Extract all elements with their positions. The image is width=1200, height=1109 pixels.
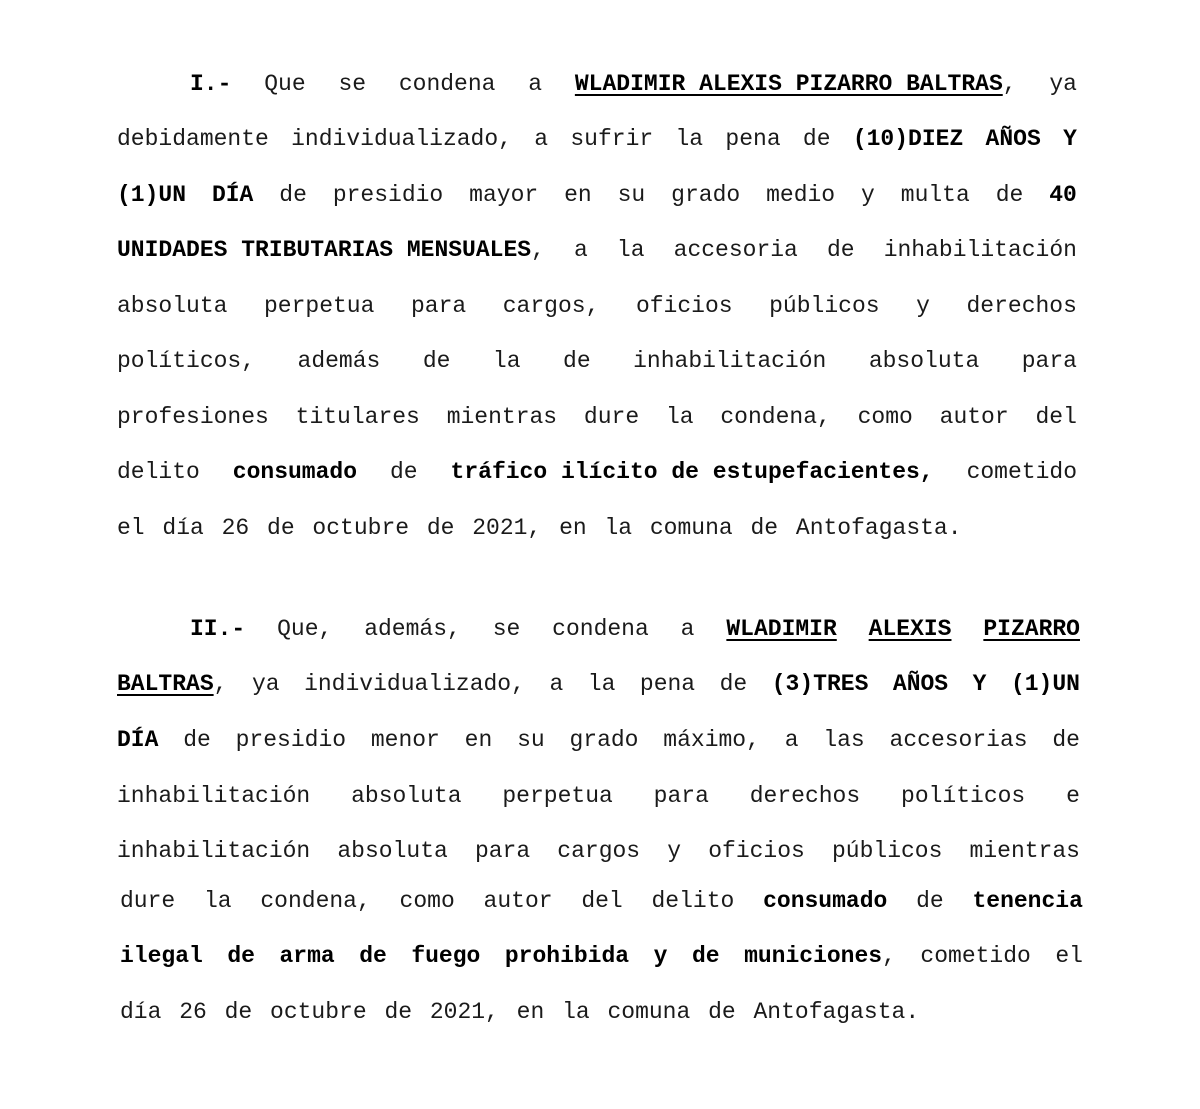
text-run: la xyxy=(665,404,694,430)
text-run: su xyxy=(617,182,646,208)
text-run: profesiones xyxy=(117,404,269,430)
bold-text: consumado xyxy=(232,459,358,485)
bold-text: DÍA xyxy=(117,727,159,753)
word xyxy=(869,609,952,649)
word xyxy=(726,609,836,649)
word xyxy=(584,397,639,437)
bold-text: de xyxy=(691,943,720,969)
bold-text: WLADIMIR xyxy=(726,616,837,642)
word xyxy=(296,397,420,437)
bold-text: (1)UN xyxy=(117,182,187,208)
word xyxy=(338,64,366,104)
word xyxy=(676,119,704,159)
word xyxy=(725,119,780,159)
word xyxy=(996,175,1024,215)
word xyxy=(117,452,200,492)
text-run: a xyxy=(574,237,588,263)
text-run: de xyxy=(802,126,831,152)
text-run: además, xyxy=(364,616,461,642)
word xyxy=(1035,397,1076,437)
text-run: a xyxy=(534,126,549,152)
word xyxy=(967,452,1077,492)
text-run: mientras xyxy=(969,838,1080,864)
word xyxy=(411,936,480,976)
text-run: para xyxy=(653,783,709,809)
word xyxy=(972,881,1082,921)
word xyxy=(692,936,720,976)
text-run: mayor xyxy=(469,182,539,208)
word xyxy=(940,397,1009,437)
text-run: de xyxy=(279,182,307,208)
word xyxy=(423,341,451,381)
text-line xyxy=(120,992,1083,1032)
text-line xyxy=(117,720,1080,760)
word xyxy=(674,230,798,270)
text-run: e xyxy=(1066,783,1080,809)
word xyxy=(120,992,919,1032)
text-run: mientras xyxy=(446,404,558,430)
word xyxy=(916,286,930,326)
word xyxy=(333,175,443,215)
word xyxy=(359,936,387,976)
text-line xyxy=(117,119,1077,159)
word xyxy=(901,776,1025,816)
bold-text: BALTRAS xyxy=(117,671,214,697)
text-run: absoluta xyxy=(351,783,462,809)
word xyxy=(681,609,695,649)
text-run: máximo, xyxy=(663,727,760,753)
word xyxy=(772,664,869,704)
text-run: inhabilitación xyxy=(117,838,311,864)
word xyxy=(575,64,1017,104)
text-run: absoluta xyxy=(337,838,448,864)
word xyxy=(569,720,638,760)
word xyxy=(744,936,896,976)
bold-text: I.- xyxy=(190,71,232,97)
text-run: de xyxy=(719,671,748,697)
text-run: oficios xyxy=(708,838,805,864)
text-run: públicos xyxy=(769,293,880,319)
text-run: presidio xyxy=(235,727,347,753)
text-run: del xyxy=(1035,404,1077,430)
word xyxy=(117,508,962,548)
word xyxy=(1052,720,1080,760)
word xyxy=(666,397,694,437)
word xyxy=(475,831,530,871)
text-run: inhabilitación xyxy=(633,348,827,374)
word xyxy=(117,397,269,437)
bold-text: DÍA xyxy=(211,182,254,208)
word xyxy=(557,831,640,871)
text-run: cargos, xyxy=(502,293,600,319)
word xyxy=(528,64,542,104)
text-run: absoluta xyxy=(868,348,980,374)
word xyxy=(291,119,512,159)
word xyxy=(763,881,887,921)
word xyxy=(503,286,600,326)
word xyxy=(1066,776,1080,816)
bold-text: y xyxy=(653,943,668,969)
bold-text: municiones xyxy=(744,943,883,969)
word xyxy=(364,609,461,649)
text-run: individualizado, xyxy=(291,126,512,152)
word xyxy=(117,286,227,326)
bold-text: (3)TRES xyxy=(771,671,869,697)
text-run: a xyxy=(528,71,543,97)
text-run: menor xyxy=(370,727,440,753)
word xyxy=(493,341,521,381)
word xyxy=(884,230,1077,270)
text-run: y xyxy=(667,838,682,864)
word xyxy=(858,397,913,437)
word xyxy=(371,720,440,760)
word xyxy=(390,452,418,492)
word xyxy=(190,609,245,649)
text-run: la xyxy=(203,888,232,914)
text-run: autor xyxy=(483,888,553,914)
word xyxy=(640,664,695,704)
word xyxy=(720,397,830,437)
text-run: presidio xyxy=(332,182,444,208)
text-run: se xyxy=(492,616,521,642)
word xyxy=(236,720,346,760)
text-run: para xyxy=(1021,348,1077,374)
word xyxy=(117,341,255,381)
text-run: accesoria xyxy=(673,237,798,263)
word xyxy=(549,664,563,704)
text-run: ya xyxy=(251,671,280,697)
text-run: para xyxy=(474,838,531,864)
bold-text: prohibida xyxy=(504,943,630,969)
text-run: Que xyxy=(264,71,306,97)
text-run: de xyxy=(995,182,1024,208)
bold-text: fuego xyxy=(411,943,481,969)
text-run: oficios xyxy=(635,293,733,319)
bold-text: tenencia xyxy=(972,888,1083,914)
text-line xyxy=(117,397,1077,437)
bold-text: ALEXIS xyxy=(868,616,952,642)
text-run: la xyxy=(492,348,521,374)
bold-text: de xyxy=(359,943,387,969)
word xyxy=(663,720,760,760)
word xyxy=(277,609,332,649)
word xyxy=(823,720,864,760)
word xyxy=(233,452,357,492)
text-run: condena, xyxy=(260,888,371,914)
word xyxy=(252,664,280,704)
text-line xyxy=(117,664,1080,704)
word xyxy=(654,776,709,816)
word xyxy=(581,881,622,921)
word xyxy=(400,881,455,921)
text-run: políticos xyxy=(901,783,1026,809)
text-run: derechos xyxy=(749,783,861,809)
text-run: y xyxy=(861,182,875,208)
text-run: en xyxy=(464,727,493,753)
bold-text: UNIDADES TRIBUTARIAS MENSUALES xyxy=(117,237,532,263)
word xyxy=(505,936,629,976)
word xyxy=(916,881,944,921)
text-run: el xyxy=(1055,943,1083,969)
word xyxy=(227,936,255,976)
text-run: grado xyxy=(569,727,639,753)
text-run: la xyxy=(616,237,645,263)
text-run: accesorias xyxy=(889,727,1028,753)
word xyxy=(411,286,466,326)
word xyxy=(869,341,979,381)
word xyxy=(970,831,1080,871)
word xyxy=(298,341,381,381)
word xyxy=(803,119,831,159)
word xyxy=(617,230,645,270)
word xyxy=(469,175,538,215)
text-run: de xyxy=(826,237,855,263)
word xyxy=(853,119,963,159)
word xyxy=(750,776,860,816)
word xyxy=(552,609,649,649)
text-run: , xyxy=(882,943,896,969)
word xyxy=(337,831,447,871)
text-line xyxy=(117,831,1080,871)
text-run: para xyxy=(410,293,467,319)
text-run: sufrir xyxy=(570,126,654,152)
bold-text: arma xyxy=(279,943,335,969)
bold-text: AÑOS xyxy=(892,671,949,697)
text-run: dure xyxy=(120,888,176,914)
word xyxy=(983,609,1080,649)
word xyxy=(636,286,733,326)
word xyxy=(117,230,545,270)
word xyxy=(204,881,232,921)
word xyxy=(117,720,158,760)
word xyxy=(890,720,1028,760)
text-line xyxy=(117,286,1077,326)
word xyxy=(1055,936,1083,976)
text-run: día 26 de octubre de 2021, en la comuna de Antofagasta. xyxy=(120,999,920,1025)
text-run: políticos, xyxy=(117,348,256,374)
text-run: y xyxy=(916,293,930,319)
word xyxy=(1022,341,1077,381)
word xyxy=(893,664,948,704)
text-run: condena, xyxy=(720,404,831,430)
text-run: , xyxy=(531,237,545,263)
word xyxy=(708,831,805,871)
text-line xyxy=(117,508,1077,548)
text-run: delito xyxy=(651,888,735,914)
word xyxy=(502,776,612,816)
bold-text: Y xyxy=(972,671,987,697)
text-run: , xyxy=(1002,71,1017,97)
text-run: como xyxy=(857,404,913,430)
text-run: perpetua xyxy=(502,783,613,809)
text-line xyxy=(117,341,1077,381)
word xyxy=(1063,119,1077,159)
text-run: a xyxy=(784,727,799,753)
bold-text: de xyxy=(227,943,255,969)
word xyxy=(120,936,203,976)
bold-text: WLADIMIR ALEXIS PIZARRO BALTRAS xyxy=(574,71,1003,97)
text-run: derechos xyxy=(966,293,1077,319)
text-run: perpetua xyxy=(263,293,375,319)
word xyxy=(574,230,588,270)
word xyxy=(117,175,186,215)
text-line xyxy=(117,776,1080,816)
text-line xyxy=(190,609,1080,649)
text-run: cargos xyxy=(557,838,641,864)
word xyxy=(264,286,374,326)
word xyxy=(399,64,496,104)
text-run: inhabilitación xyxy=(117,783,311,809)
bold-text: (10)DIEZ xyxy=(852,126,964,152)
text-run: ya xyxy=(1049,71,1077,97)
text-line xyxy=(117,452,1077,492)
word xyxy=(1049,175,1077,215)
word xyxy=(304,664,525,704)
text-run: su xyxy=(517,727,545,753)
text-line xyxy=(120,881,1083,921)
word xyxy=(117,664,227,704)
word xyxy=(563,341,591,381)
bold-text: II.- xyxy=(190,616,246,642)
text-run: condena xyxy=(552,616,649,642)
text-run: de xyxy=(916,888,944,914)
text-run: individualizado, xyxy=(304,671,525,697)
word xyxy=(570,119,653,159)
text-run: de xyxy=(183,727,211,753)
text-run: Que, xyxy=(277,616,333,642)
word xyxy=(517,720,545,760)
bold-text: (1)UN xyxy=(1010,671,1080,697)
text-run: de xyxy=(422,348,451,374)
text-run: el día 26 de octubre de 2021, en la comuna de Antofagasta. xyxy=(117,515,962,541)
text-line xyxy=(190,64,1077,104)
word xyxy=(920,936,1030,976)
word xyxy=(493,609,521,649)
text-run: medio xyxy=(766,182,836,208)
text-run: se xyxy=(338,71,367,97)
word xyxy=(117,776,310,816)
text-run: de xyxy=(389,459,418,485)
word xyxy=(120,881,175,921)
text-run: grado xyxy=(671,182,741,208)
text-run: inhabilitación xyxy=(883,237,1077,263)
bold-text: AÑOS xyxy=(985,126,1041,152)
text-run: del xyxy=(581,888,623,914)
text-run: la xyxy=(587,671,616,697)
word xyxy=(117,831,310,871)
word xyxy=(534,119,548,159)
text-run: absoluta xyxy=(117,293,228,319)
text-run: de xyxy=(1052,727,1080,753)
word xyxy=(447,397,557,437)
word xyxy=(260,881,370,921)
text-run: pena xyxy=(639,671,696,697)
word xyxy=(264,64,305,104)
word xyxy=(1049,64,1077,104)
word xyxy=(212,175,253,215)
text-run: además xyxy=(297,348,381,374)
text-line xyxy=(117,175,1077,215)
text-line xyxy=(117,230,1077,270)
word xyxy=(827,230,855,270)
word xyxy=(279,936,334,976)
word xyxy=(1011,664,1080,704)
text-run: cometido xyxy=(966,459,1077,485)
text-run: , xyxy=(213,671,228,697)
word xyxy=(667,831,681,871)
text-run: delito xyxy=(117,459,200,485)
word xyxy=(484,881,553,921)
word xyxy=(973,664,987,704)
text-run: condena xyxy=(398,71,496,97)
word xyxy=(766,175,835,215)
word xyxy=(986,119,1041,159)
word xyxy=(861,175,875,215)
text-run: a xyxy=(549,671,564,697)
word xyxy=(279,175,307,215)
word xyxy=(785,720,799,760)
text-run: a xyxy=(680,616,695,642)
text-run: cometido xyxy=(920,943,1031,969)
text-run: multa xyxy=(900,182,970,208)
word xyxy=(633,341,826,381)
text-run: pena xyxy=(725,126,781,152)
word xyxy=(901,175,970,215)
word xyxy=(564,175,592,215)
word xyxy=(451,452,934,492)
text-run: públicos xyxy=(831,838,943,864)
bold-text: tráfico ilícito de estupefacientes, xyxy=(450,459,934,485)
word xyxy=(966,286,1076,326)
text-run: autor xyxy=(939,404,1009,430)
word xyxy=(588,664,616,704)
word xyxy=(769,286,879,326)
bold-text: consumado xyxy=(763,888,888,914)
text-run: de xyxy=(563,348,591,374)
word xyxy=(720,664,748,704)
bold-text: ilegal xyxy=(120,943,203,969)
bold-text: Y xyxy=(1063,126,1077,152)
text-line xyxy=(120,936,1083,976)
word xyxy=(465,720,493,760)
word xyxy=(117,119,269,159)
word xyxy=(351,776,461,816)
bold-text: 40 xyxy=(1049,182,1077,208)
text-run: dure xyxy=(583,404,640,430)
word xyxy=(671,175,740,215)
text-run: debidamente xyxy=(117,126,269,152)
text-run: la xyxy=(675,126,704,152)
word xyxy=(183,720,211,760)
text-run: titulares xyxy=(295,404,420,430)
text-run: en xyxy=(564,182,592,208)
word xyxy=(618,175,646,215)
word xyxy=(190,64,231,104)
word xyxy=(832,831,942,871)
bold-text: PIZARRO xyxy=(983,616,1080,642)
word xyxy=(654,936,668,976)
text-run: como xyxy=(399,888,455,914)
text-run: las xyxy=(823,727,865,753)
word xyxy=(652,881,735,921)
